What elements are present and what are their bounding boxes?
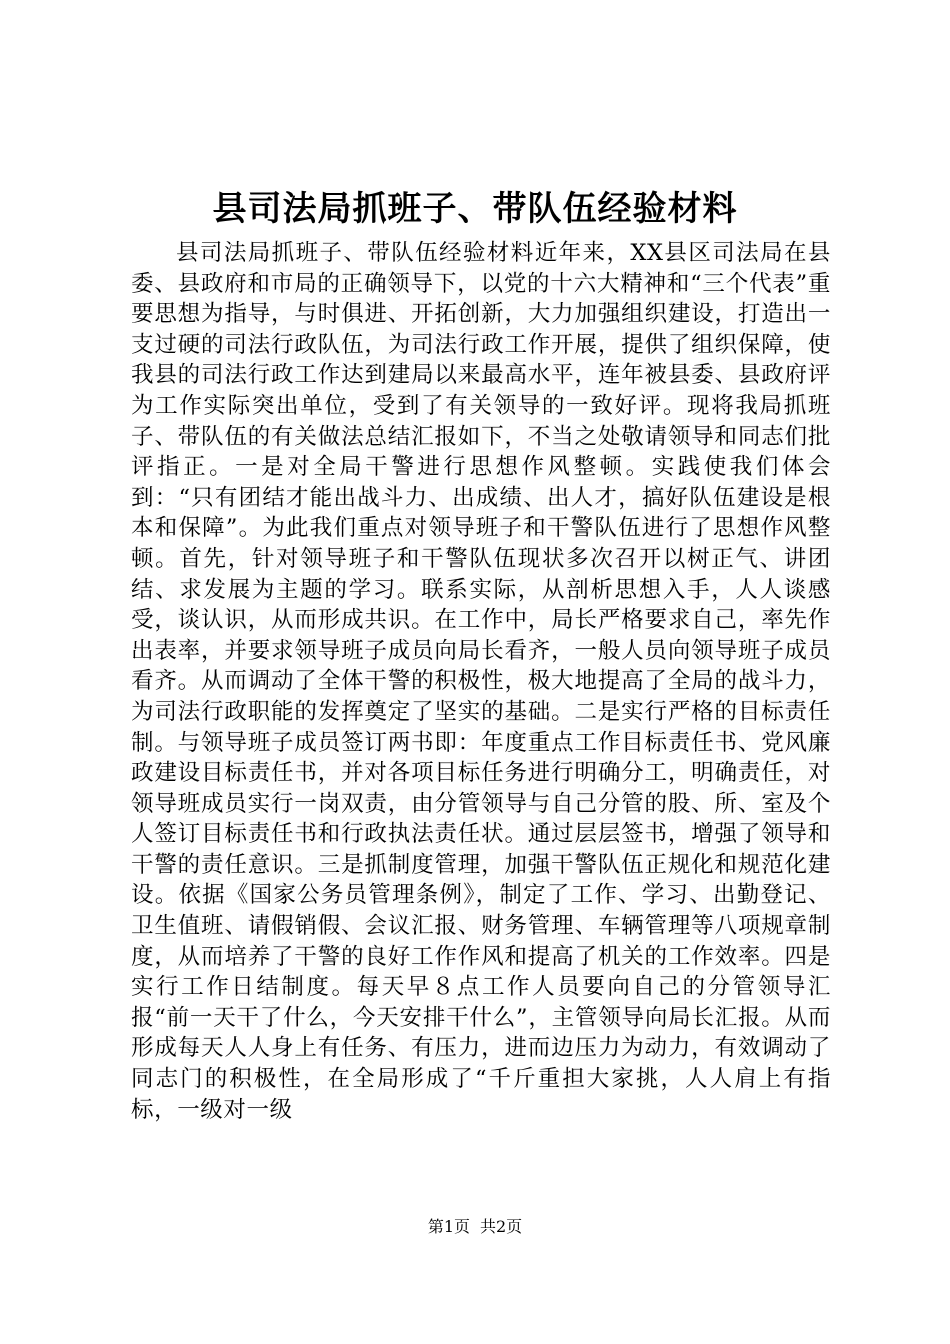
page-footer [0,1215,950,1239]
document-body-paragraph: 县司法局抓班子、带队伍经验材料近年来，XX县区司法局在县委、县政府和市局的正确领导下，以党的十六大精神和“三个代表”重要思想为指导，与时俱进、开拓创新，大力加强组织建设，打造出一支过硬的司法行政队伍，为司法行政工作开展，提供了组织保障，使我县的司法行政工作达到建局以来最高水平，连年被县委、县政府评为工作实际突出单位，受到了有关领导的一致好评。现将我局抓班子、带队伍的有关做法总结汇报如下，不当之处敬请领导和同志们批评指正。一是对全局干警进行思想作风整顿。实践使我们体会到：“只有团结才能出战斗力、出成绩、出人才，搞好队伍建设是根本和保障”。为此我们重点对领导班子和干警队伍进行了思想作风整顿。首先，针对领导班子和干警队伍现状多次召开以树正气、讲团结、求发展为主题的学习。联系实际，从剖析思想入手，人人谈感受，谈认识，从而形成共识。在工作中，局长严格要求自己，率先作出表率，并要求领导班子成员向局长看齐，一般人员向领导班子成员看齐。从而调动了全体干警的积极性，极大地提高了全局的战斗力，为司法行政职能的发挥奠定了坚实的基础。二是实行严格的目标责任制。与领导班子成员签订两书即：年度重点工作目标责任书、党风廉政建设目标责任书，并对各项目标任务进行明确分工，明确责任，对领导班成员实行一岗双责，由分管领导与自己分管的股、所、室及个人签订目标责任书和行政执法责任状。通过层层签书，增强了领导和干警的责任意识。三是抓制度管理，加强干警队伍正规化和规范化建设。依据《国家公务员管理条例》，制定了工作、学习、出勤登记、卫生值班、请假销假、会议汇报、财务管理、车辆管理等八项规章制度，从而培养了干警的良好工作作风和提高了机关的工作效率。四是实行工作日结制度。每天早８点工作人员要向自己的分管领导汇报“前一天干了什么，今天安排干什么”，主管领导向局长汇报。从而形成每天人人身上有任务、有压力，进而边压力为动力，有效调动了同志门的积极性，在全局形成了“千斤重担大家挑，人人肩上有指标，一级对一级 [131,240,831,1123]
page-number: 第1页 [427,1217,470,1236]
document-title: 县司法局抓班子、带队伍经验材料 [212,189,738,229]
page-total: 共2页 [480,1217,523,1236]
